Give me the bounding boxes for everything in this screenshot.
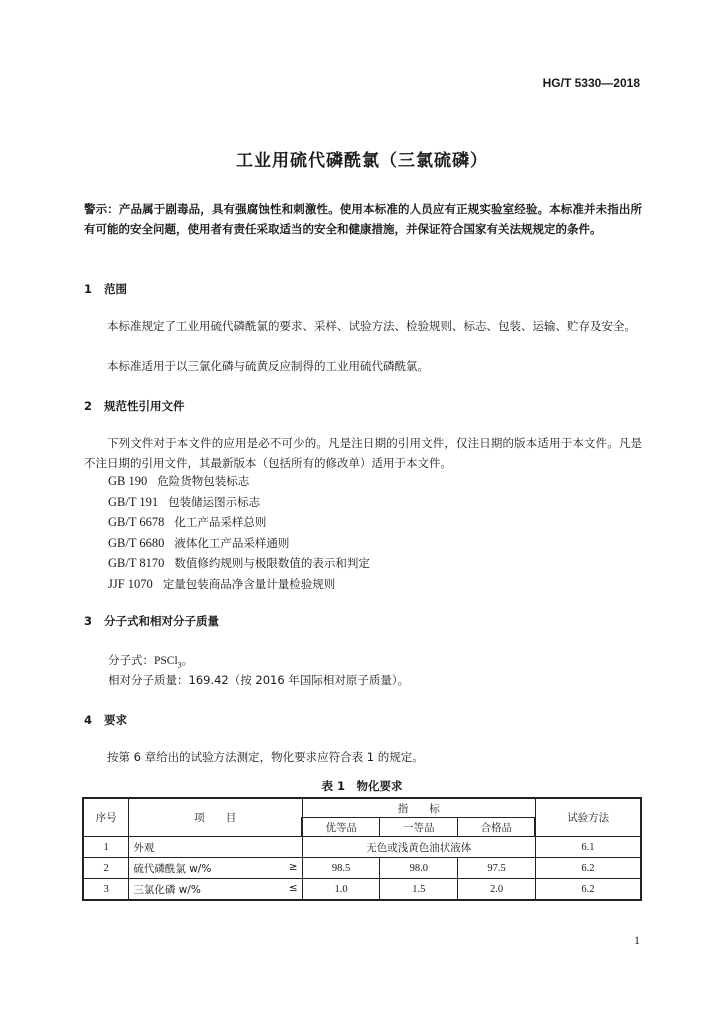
reference-code: GB/T 6680 bbox=[108, 535, 165, 550]
header-grade: 一等品 bbox=[380, 818, 458, 837]
comparison-symbol: ≤ bbox=[288, 881, 298, 894]
formula-end: 。 bbox=[181, 653, 194, 667]
section-number: 3 bbox=[84, 614, 93, 628]
reference-code: GB/T 6678 bbox=[108, 515, 165, 529]
section-1-paragraph-2: 本标准适用于以三氯化磷与硫黄反应制得的工业用硫代磷酰氯。 bbox=[107, 359, 429, 373]
row-item: 三氯化磷 w/% bbox=[133, 883, 201, 896]
reference-title: 定量包装商品净含量计量检验规则 bbox=[162, 576, 336, 591]
comparison-symbol: ≥ bbox=[288, 860, 298, 873]
reference-code: GB/T 8170 bbox=[108, 556, 165, 570]
row-method: 6.2 bbox=[535, 858, 641, 879]
reference-title: 液体化工产品采样通则 bbox=[174, 535, 290, 550]
reference-code: JJF 1070 bbox=[108, 576, 153, 591]
header-item: 项 目 bbox=[129, 798, 302, 837]
section-title: 分子式和相对分子质量 bbox=[104, 614, 219, 628]
row-no: 2 bbox=[83, 858, 129, 879]
row-merged-value: 无色或浅黄色油状液体 bbox=[302, 837, 535, 858]
warning-paragraph: 警示：产品属于剧毒品，具有强腐蚀性和刺激性。使用本标准的人员应有正规实验室经验。本标准并未指出所有可能的安全问题，使用者有责任采取适当的安全和健康措施，并保证符合国家有关法规规定的条件。 bbox=[84, 202, 642, 236]
section-2-paragraph-1: 下列文件对于本文件的应用是必不可少的。凡是注日期的引用文件，仅注日期的版本适用于本文件。凡是不注日期的引用文件，其最新版本（包括所有的修改单）适用于本文件。 bbox=[84, 436, 642, 470]
formula-label: 分子式： bbox=[108, 653, 154, 667]
section-4-paragraph-1: 按第 6 章给出的试验方法测定，物化要求应符合表 1 的规定。 bbox=[107, 750, 424, 764]
reference-item bbox=[108, 471, 370, 492]
page-number: 1 bbox=[634, 933, 640, 947]
formula-main: PSCl bbox=[154, 655, 178, 667]
section-number: 2 bbox=[84, 399, 93, 413]
row-item-cell bbox=[129, 858, 302, 879]
reference-item bbox=[108, 533, 370, 554]
section-number: 1 bbox=[84, 282, 93, 296]
requirements-table bbox=[82, 797, 642, 901]
reference-item bbox=[108, 492, 370, 513]
reference-code: GB 190 bbox=[108, 474, 148, 488]
section-1-heading bbox=[84, 281, 127, 297]
row-method: 6.2 bbox=[535, 879, 641, 901]
table-caption: 表 1 物化要求 bbox=[321, 779, 403, 793]
row-value: 97.5 bbox=[458, 858, 536, 879]
row-item-cell bbox=[129, 879, 302, 901]
section-title: 范围 bbox=[104, 282, 127, 296]
reference-item bbox=[108, 553, 370, 574]
section-4-heading bbox=[84, 712, 127, 728]
row-value: 98.0 bbox=[380, 858, 458, 879]
table-row bbox=[83, 858, 641, 879]
reference-code: GB/T 191 bbox=[108, 494, 159, 509]
relative-molecular-mass: 相对分子质量：169.42（按 2016 年国际相对原子质量）。 bbox=[108, 673, 410, 687]
section-title: 要求 bbox=[104, 713, 127, 727]
page-title: 工业用硫代磷酰氯（三氯硫磷） bbox=[236, 151, 488, 171]
section-number: 4 bbox=[84, 713, 93, 727]
header-index: 指 标 bbox=[302, 798, 535, 818]
header-no: 序号 bbox=[83, 798, 129, 837]
reference-item bbox=[108, 512, 370, 533]
reference-title: 危险货物包装标志 bbox=[157, 474, 250, 488]
row-method: 6.1 bbox=[535, 837, 641, 858]
table-row bbox=[83, 837, 641, 858]
row-no: 1 bbox=[83, 837, 129, 858]
reference-item bbox=[108, 574, 370, 595]
row-item: 外观 bbox=[129, 837, 302, 858]
section-3-heading bbox=[84, 613, 219, 629]
row-value: 98.5 bbox=[302, 858, 380, 879]
row-item: 硫代磷酰氯 w/% bbox=[133, 862, 212, 875]
formula-subscript: 3 bbox=[177, 660, 182, 670]
table-header-row bbox=[83, 798, 641, 818]
reference-list bbox=[108, 471, 370, 594]
table-row bbox=[83, 879, 641, 901]
section-1-paragraph-1: 本标准规定了工业用硫代磷酰氯的要求、采样、试验方法、检验规则、标志、包装、运输、贮存及安全。 bbox=[107, 319, 636, 333]
document-code: HG/T 5330—2018 bbox=[542, 76, 640, 90]
section-title: 规范性引用文件 bbox=[104, 399, 185, 413]
reference-title: 化工产品采样总则 bbox=[174, 515, 267, 529]
header-grade: 合格品 bbox=[458, 818, 536, 837]
reference-title: 包装储运图示标志 bbox=[168, 494, 261, 509]
header-grade: 优等品 bbox=[302, 818, 380, 837]
header-method: 试验方法 bbox=[535, 798, 641, 837]
row-no: 3 bbox=[83, 879, 129, 901]
row-value: 1.5 bbox=[380, 879, 458, 901]
row-value: 1.0 bbox=[302, 879, 380, 901]
section-2-heading bbox=[84, 398, 185, 414]
reference-title: 数值修约规则与极限数值的表示和判定 bbox=[174, 556, 370, 570]
row-value: 2.0 bbox=[458, 879, 536, 901]
